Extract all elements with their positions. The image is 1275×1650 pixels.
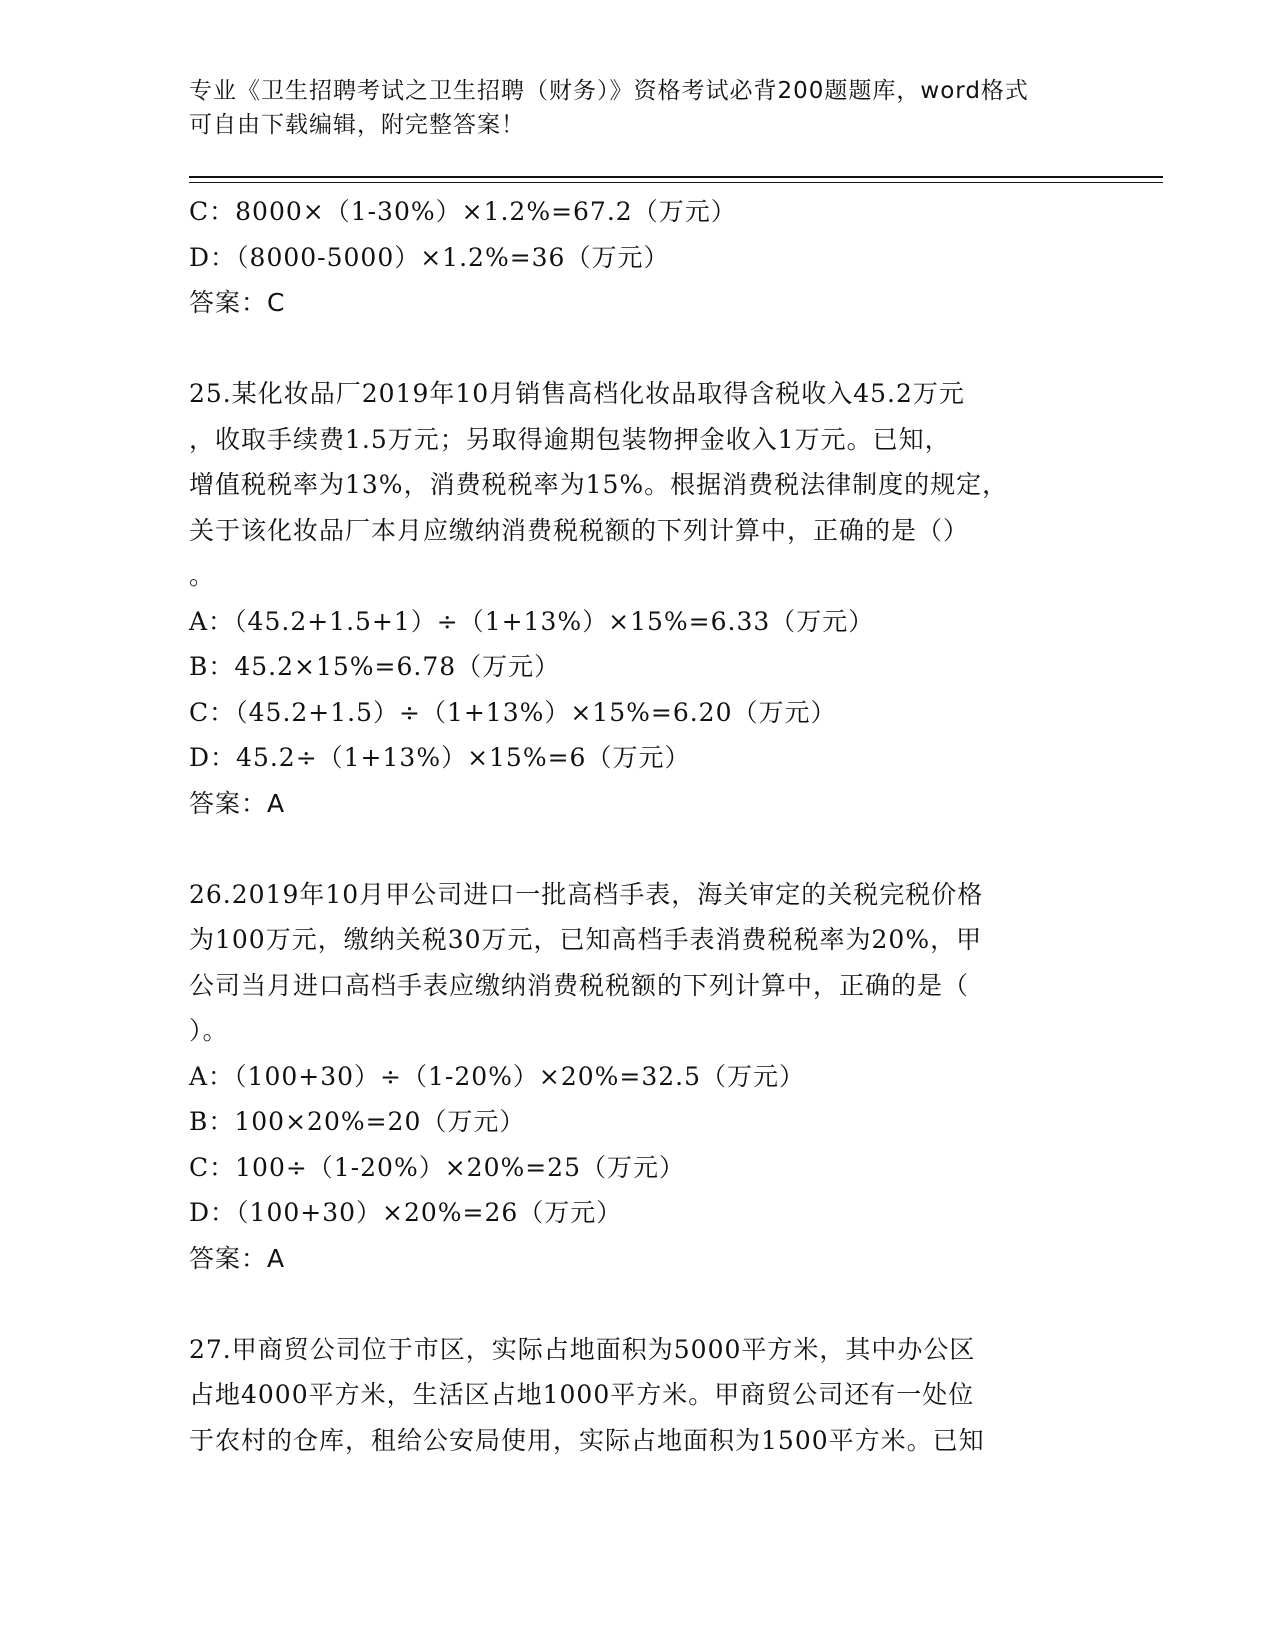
question-text-line: 27.甲商贸公司位于市区，实际占地面积为5000平方米，其中办公区 [189,1334,976,1364]
question-text-line: ，收取手续费1.5万元；另取得逾期包装物押金收入1万元。已知， [189,424,951,454]
spacer [189,1281,1089,1327]
question-26 [189,872,1089,1282]
question-text-line: 公司当月进口高档手表应缴纳消费税税额的下列计算中，正确的是（ [189,970,970,1000]
question-27 [189,1327,1089,1464]
document-header [189,74,1089,142]
option-c: C：100÷（1-20%）×20%=25（万元） [189,1152,685,1182]
question-text-line: 关于该化妆品厂本月应缴纳消费税税额的下列计算中，正确的是（） [189,515,970,545]
option-d: D：（8000-5000）×1.2%=36（万元） [189,242,670,272]
option-b: B：100×20%=20（万元） [189,1107,526,1136]
spacer [189,326,1089,372]
question-text-line: 26.2019年10月甲公司进口一批高档手表，海关审定的关税完税价格 [189,879,984,909]
option-d: D：（100+30）×20%=26（万元） [189,1198,623,1227]
answer-line: 答案：A [189,1243,286,1273]
question-text-line: 占地4000平方米，生活区占地1000平方米。甲商贸公司还有一处位 [189,1380,975,1409]
question-text-line: 于农村的仓库，租给公安局使用，实际占地面积为1500平方米。已知 [189,1425,985,1455]
question-25 [189,371,1089,826]
question-text-line: 25.某化妆品厂2019年10月销售高档化妆品取得含税收入45.2万元 [189,379,965,408]
option-a: A：（45.2+1.5+1）÷（1+13%）×15%=6.33（万元） [189,606,875,636]
spacer [189,826,1089,872]
option-c: C：8000×（1-30%）×1.2%=67.2（万元） [189,197,737,226]
answer-line: 答案：A [189,788,286,818]
question-text-line: ）。 [189,1016,229,1045]
header-rule-thick [189,176,1163,178]
document-body [189,189,1089,1463]
option-d: D：45.2÷（1+13%）×15%=6（万元） [189,743,691,772]
option-b: B：45.2×15%=6.78（万元） [189,652,561,681]
option-c: C：（45.2+1.5）÷（1+13%）×15%=6.20（万元） [189,697,837,727]
answer-line: 答案：C [189,288,286,317]
previous-question-tail [189,189,1089,326]
header-line-1: 专业《卫生招聘考试之卫生招聘（财务）》资格考试必背200题题库，word格式 [189,78,1029,104]
question-text-line: 。 [189,561,216,590]
header-line-2: 可自由下载编辑，附完整答案！ [189,112,525,138]
option-a: A：（100+30）÷（1-20%）×20%=32.5（万元） [189,1061,806,1091]
question-text-line: 增值税税率为13%，消费税税率为15%。根据消费税法律制度的规定， [189,470,1009,499]
header-rule-thin [189,182,1163,183]
question-text-line: 为100万元，缴纳关税30万元，已知高档手表消费税税率为20%，甲 [189,925,983,954]
